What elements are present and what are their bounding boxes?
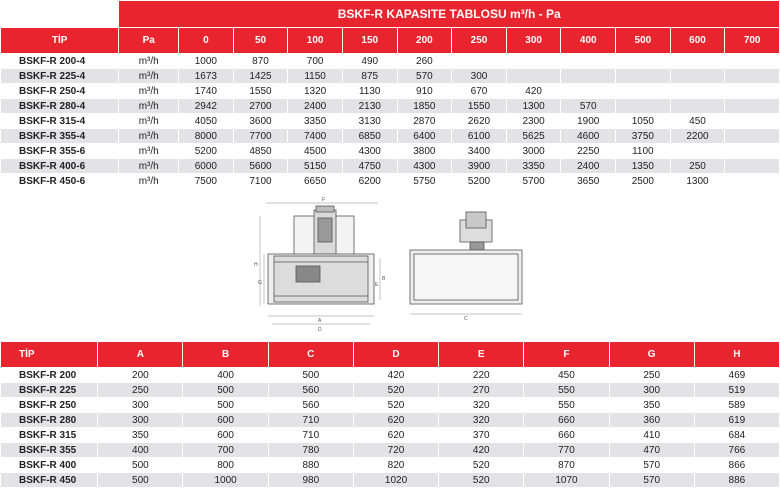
table-row [1,69,779,83]
table-row [1,458,779,472]
capacity-title: BSKF-R KAPASITE TABLOSU m³/h - Pa [119,1,779,27]
dimension-value: 500 [132,459,149,471]
flow-value [671,84,725,98]
flow-value: 1300 [686,175,709,187]
pressure-header: 100 [288,28,342,53]
flow-value [561,84,615,98]
dimension-value: 350 [132,429,149,441]
dimension-value: 820 [387,459,405,471]
flow-value: 3800 [413,145,436,157]
unit-cell: m³/h [138,160,159,172]
dimension-value: 1070 [555,474,578,486]
flow-value: 4600 [577,130,600,142]
flow-value [616,69,670,83]
flow-value: 8000 [194,130,217,142]
flow-value: 6100 [467,130,491,142]
dimension-value: 710 [302,429,320,441]
flow-value: 1673 [194,70,217,82]
model-name: BSKF-R 200-4 [19,55,86,67]
dimension-header: G [610,342,694,367]
model-name: BSKF-R 280-4 [19,100,86,112]
flow-value: 7100 [249,175,272,187]
dimension-value: 560 [302,384,320,396]
dimension-header: A [98,342,182,367]
flow-value: 4850 [249,145,272,157]
dimension-header: C [269,342,353,367]
pressure-header: 400 [561,28,615,53]
flow-value [507,54,561,68]
flow-value: 1300 [522,100,545,112]
flow-value: 2300 [522,115,545,127]
model-name: BSKF-R 355-4 [19,130,86,142]
dimension-value: 560 [302,399,320,411]
pressure-header: 150 [343,28,397,53]
dimension-header: F [524,342,608,367]
flow-value: 3400 [467,145,491,157]
flow-value: 1050 [631,115,654,127]
dimension-header: H [695,342,779,367]
pressure-header: 700 [725,28,779,53]
flow-value: 570 [416,70,433,82]
dimension-value: 200 [132,369,149,381]
flow-value [452,54,506,68]
flow-value [616,84,670,98]
table-row [1,144,779,158]
flow-value: 4300 [358,145,381,157]
table-row [1,174,779,188]
model-name: BSKF-R 400 [19,459,77,471]
dimension-value: 800 [217,459,234,471]
pressure-header: 300 [507,28,561,53]
flow-value: 2700 [249,100,272,112]
flow-value: 5625 [522,130,545,142]
dim-label-a: A [318,318,322,324]
dimension-value: 766 [728,444,746,456]
unit-cell: m³/h [138,175,159,187]
dimension-value: 470 [643,444,661,456]
table-row [1,84,779,98]
dimension-value: 350 [643,399,661,411]
dimension-value: 886 [728,474,746,486]
flow-value: 300 [470,70,488,82]
front-view-drawing [260,203,380,324]
dimension-value: 420 [387,369,405,381]
flow-value [616,99,670,113]
flow-value: 2200 [686,130,709,142]
dim-label-g: G [258,280,262,286]
flow-value: 450 [689,115,706,127]
pressure-header: 600 [671,28,725,53]
table-row [1,383,779,397]
dimension-value: 450 [558,369,575,381]
dimension-value: 866 [728,459,746,471]
flow-value: 875 [361,70,379,82]
flow-value: 3350 [304,115,327,127]
dimension-value: 720 [387,444,405,456]
flow-value: 5600 [249,160,272,172]
flow-value: 6650 [304,175,327,187]
flow-value: 1130 [358,85,381,97]
dimension-value: 600 [217,414,234,426]
model-name: BSKF-R 355 [19,444,77,456]
table-row [1,99,779,113]
flow-value: 4300 [413,160,436,172]
dimension-value: 1020 [384,474,408,486]
table-row [1,54,779,68]
dimension-value: 500 [217,384,234,396]
dimension-value: 270 [472,384,490,396]
dimension-value: 520 [387,384,405,396]
dimensions-table [0,341,780,488]
flow-value: 420 [525,85,542,97]
flow-value: 570 [579,100,597,112]
table-row [1,428,779,442]
flow-value: 910 [416,85,433,97]
dimension-value: 400 [217,369,234,381]
flow-value: 3130 [358,115,381,127]
flow-value: 2620 [467,115,491,127]
flow-value: 250 [689,160,706,172]
dimension-value: 250 [643,369,661,381]
dimension-value: 400 [132,444,149,456]
flow-value: 1100 [632,145,654,157]
table-row [1,368,779,382]
flow-value: 260 [416,55,433,67]
dimension-value: 684 [728,429,746,441]
table-row [1,413,779,427]
flow-value: 1425 [249,70,272,82]
flow-value [725,69,779,83]
dimension-value: 770 [558,444,575,456]
flow-value: 2500 [631,175,654,187]
flow-value: 3000 [522,145,545,157]
dimension-value: 980 [302,474,320,486]
model-name: BSKF-R 400-6 [19,160,86,172]
empty-corner [1,1,118,27]
flow-value: 2942 [194,100,217,112]
flow-value: 5700 [522,175,545,187]
model-name: BSKF-R 315 [19,429,77,441]
model-name: BSKF-R 450 [19,474,77,486]
pressure-header: 200 [398,28,452,53]
dimension-value: 520 [387,399,405,411]
dimension-value: 410 [643,429,661,441]
model-name: BSKF-R 315-4 [19,115,86,127]
flow-value: 700 [306,55,324,67]
flow-value: 6200 [358,175,381,187]
model-name: BSKF-R 200 [19,369,77,381]
dimension-value: 469 [728,369,746,381]
unit-cell: m³/h [138,115,159,127]
dimension-value: 660 [558,429,575,441]
dimension-value: 1000 [214,474,237,486]
dimension-value: 370 [472,429,490,441]
unit-cell: m³/h [138,70,159,82]
unit-cell: m³/h [138,55,159,67]
dimension-value: 710 [302,414,320,426]
table-row [1,129,779,143]
dimension-value: 870 [558,459,575,471]
unit-cell: m³/h [138,145,159,157]
pressure-header: 250 [452,28,506,53]
dim-label-f: F [322,197,326,203]
flow-value: 2400 [304,100,327,112]
dimension-value: 589 [728,399,746,411]
flow-value: 1550 [249,85,272,97]
flow-value: 1350 [631,160,654,172]
dimension-value: 619 [728,414,746,426]
flow-value [725,144,779,158]
dimension-value: 570 [643,459,661,471]
flow-value: 4500 [304,145,327,157]
dimension-value: 220 [472,369,490,381]
flow-value [616,54,670,68]
flow-value [725,114,779,128]
flow-value [725,54,779,68]
unit-cell: m³/h [138,85,159,97]
flow-value: 3600 [249,115,272,127]
dimension-value: 500 [132,474,149,486]
flow-value: 6400 [413,130,436,142]
dimension-header: E [439,342,523,367]
dimension-value: 500 [217,399,234,411]
dimension-header: D [354,342,438,367]
flow-value: 1550 [467,100,491,112]
flow-value: 2130 [358,100,381,112]
dimension-value: 360 [643,414,661,426]
flow-value: 490 [361,55,379,67]
flow-value: 4050 [194,115,217,127]
flow-value: 5200 [194,145,217,157]
dim-label-c: C [464,316,468,322]
flow-value: 3350 [522,160,545,172]
flow-value: 1150 [304,70,326,82]
flow-value: 1000 [194,55,217,67]
dim-label-b: B [382,276,386,282]
flow-value: 5750 [413,175,436,187]
flow-value: 1740 [194,85,217,97]
flow-value [725,99,779,113]
pressure-unit-header: Pa [119,28,178,53]
flow-value: 2870 [413,115,436,127]
unit-cell: m³/h [138,130,159,142]
flow-value: 7400 [304,130,327,142]
dimension-header: B [183,342,267,367]
model-name: BSKF-R 280 [19,414,77,426]
flow-value: 2400 [577,160,600,172]
model-name: BSKF-R 250-4 [19,85,86,97]
dim-label-e: E [375,282,379,288]
dimension-value: 519 [728,384,746,396]
flow-value: 1900 [577,115,600,127]
flow-value: 5150 [304,160,327,172]
flow-value [507,69,561,83]
dimension-value: 620 [387,414,405,426]
table-row [1,159,779,173]
flow-value: 670 [470,85,488,97]
dimension-value: 550 [558,399,575,411]
table-row [1,398,779,412]
flow-value: 3750 [631,130,654,142]
table-row [1,114,779,128]
flow-value [725,84,779,98]
model-name: BSKF-R 250 [19,399,77,411]
flow-value [725,159,779,173]
pressure-header: 50 [234,28,288,53]
dimension-value: 570 [643,474,661,486]
flow-value: 1320 [304,85,327,97]
dimension-value: 620 [387,429,405,441]
flow-value [671,69,725,83]
tip-header: TİP [1,342,97,367]
dimension-value: 300 [132,414,149,426]
flow-value [725,129,779,143]
flow-value: 2250 [577,145,600,157]
flow-value: 7700 [249,130,272,142]
flow-value: 4750 [358,160,381,172]
model-name: BSKF-R 225 [19,384,77,396]
dimension-value: 250 [132,384,149,396]
dimension-value: 320 [472,399,490,411]
dimension-value: 780 [302,444,320,456]
flow-value [671,144,725,158]
flow-value: 1850 [413,100,436,112]
flow-value: 870 [252,55,269,67]
dimension-value: 520 [472,474,490,486]
dimension-value: 600 [217,429,234,441]
flow-value: 6850 [358,130,381,142]
flow-value: 3900 [467,160,491,172]
dimension-value: 660 [558,414,575,426]
flow-value [671,54,725,68]
model-name: BSKF-R 450-6 [19,175,86,187]
dimension-value: 420 [472,444,490,456]
pressure-header: 500 [616,28,670,53]
dimension-value: 550 [558,384,575,396]
flow-value [671,99,725,113]
flow-value [561,54,615,68]
capacity-table [0,0,780,189]
fan-technical-drawing [238,196,528,334]
flow-value: 7500 [194,175,217,187]
dimension-value: 320 [472,414,490,426]
dimension-value: 500 [302,369,320,381]
dimension-value: 300 [132,399,149,411]
flow-value [725,174,779,188]
dimension-value: 880 [302,459,320,471]
side-view-drawing [410,212,522,314]
flow-value [561,69,615,83]
flow-value: 5200 [467,175,491,187]
dim-label-h: H [254,262,258,268]
dim-label-d: D [318,327,322,333]
flow-value: 3650 [577,175,600,187]
tip-header: TİP [1,28,118,53]
dimension-value: 700 [217,444,234,456]
flow-value: 6000 [194,160,217,172]
dimension-value: 520 [472,459,490,471]
model-name: BSKF-R 355-6 [19,145,86,157]
model-name: BSKF-R 225-4 [19,70,86,82]
pressure-header: 0 [179,28,233,53]
unit-cell: m³/h [138,100,159,112]
table-row [1,443,779,457]
table-row [1,473,779,487]
dimension-value: 300 [643,384,661,396]
